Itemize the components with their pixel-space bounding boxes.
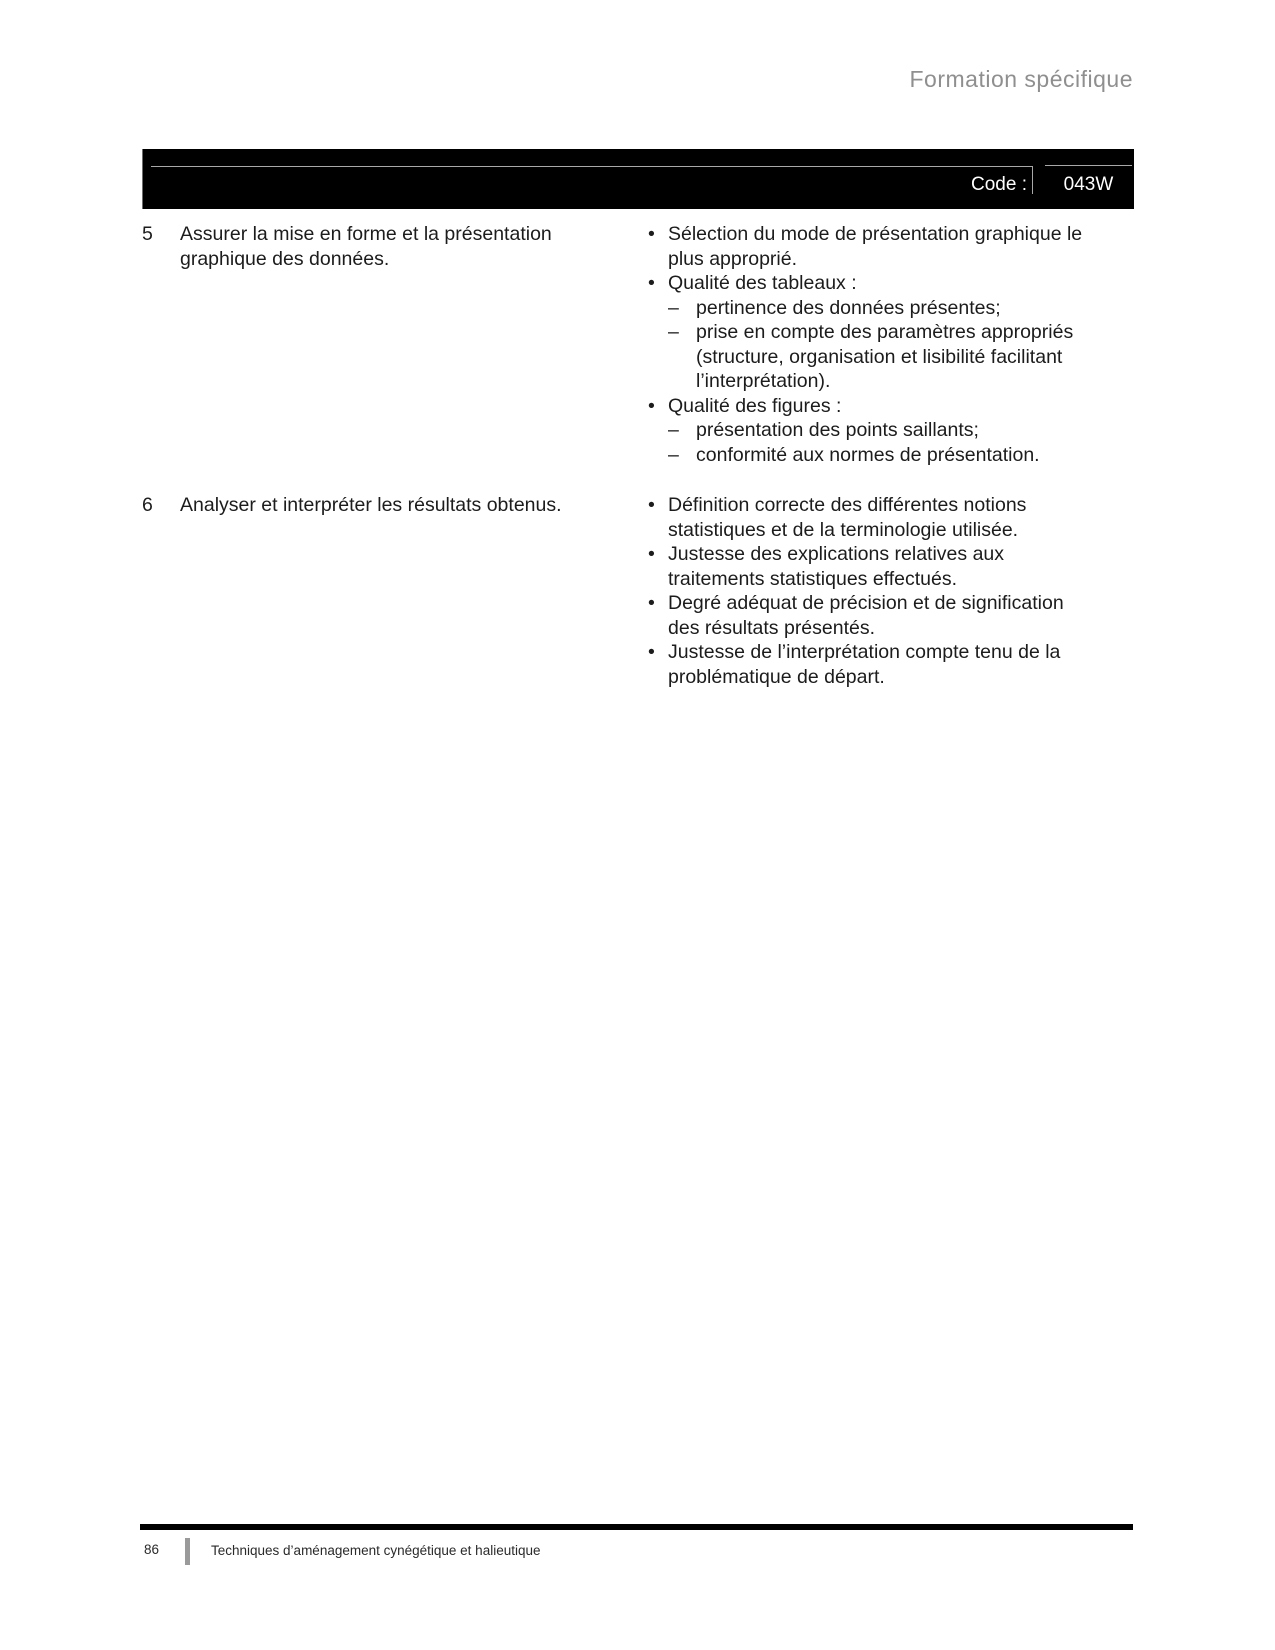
objective-number: 5 <box>142 223 153 245</box>
sub-criterion-text: conformité aux normes de présentation. <box>696 443 1040 466</box>
criterion-item <box>648 271 1100 296</box>
criterion-text: Sélection du mode de présentation graphique le plus approprié. <box>668 223 1083 270</box>
criteria-list <box>648 493 1100 689</box>
bullet-marker: • <box>648 223 655 245</box>
criteria-list <box>648 222 1100 467</box>
criterion-text: Justesse des explications relatives aux traitements statistiques effectués. <box>668 543 1005 590</box>
sub-criterion-text: prise en compte des paramètres appropriés (structure, organisation et lisibilité facilitant l’interprétation). <box>696 321 1074 392</box>
footer-rule <box>140 1524 1133 1530</box>
footer-page-number: 86 <box>144 1542 160 1557</box>
sub-criterion-item <box>668 443 1100 468</box>
code-banner <box>142 149 1134 209</box>
sub-criterion-text: présentation des points saillants; <box>696 419 979 441</box>
code-label: Code : <box>971 174 1027 195</box>
sub-criterion-item <box>668 418 1100 443</box>
footer-divider <box>185 1538 190 1565</box>
bullet-marker: • <box>648 272 655 294</box>
criterion-text: Qualité des figures : <box>668 394 842 417</box>
criterion-text: Justesse de l’interprétation compte tenu de la problématique de départ. <box>668 641 1061 688</box>
code-value: 043W <box>1063 174 1114 195</box>
sub-criterion-item <box>668 296 1100 321</box>
criterion-item <box>648 640 1100 689</box>
sub-criterion-text: pertinence des données présentes; <box>696 296 1001 319</box>
objective-left-column <box>142 222 572 271</box>
banner-code-cell-line <box>1045 165 1132 166</box>
page-header-label: Formation spécifique <box>909 66 1133 92</box>
footer-program-title: Techniques d’aménagement cynégétique et halieutique <box>211 1543 541 1558</box>
criterion-item <box>648 591 1100 640</box>
criterion-item <box>648 222 1100 271</box>
dash-marker: – <box>668 419 679 441</box>
bullet-marker: • <box>648 543 655 565</box>
bullet-marker: • <box>648 641 655 663</box>
criterion-item <box>648 493 1100 542</box>
bullet-marker: • <box>648 494 655 516</box>
criterion-item <box>648 394 1100 419</box>
objective-statement: Analyser et interpréter les résultats obtenus. <box>180 494 562 516</box>
criterion-text: Qualité des tableaux : <box>668 272 857 294</box>
objective-statement: Assurer la mise en forme et la présentation graphique des données. <box>180 223 552 270</box>
objective-left-column <box>142 493 572 518</box>
criterion-item <box>648 542 1100 591</box>
criterion-text: Définition correcte des différentes notions statistiques et de la terminologie utilisée. <box>668 494 1027 541</box>
bullet-marker: • <box>648 592 655 614</box>
criterion-text: Degré adéquat de précision et de signification des résultats présentés. <box>668 592 1064 639</box>
banner-divider-line <box>151 166 1032 167</box>
sub-criterion-item <box>668 320 1100 394</box>
dash-marker: – <box>668 321 679 343</box>
dash-marker: – <box>668 443 679 466</box>
banner-cell-divider <box>1032 166 1033 194</box>
dash-marker: – <box>668 296 679 319</box>
objective-number: 6 <box>142 494 153 516</box>
bullet-marker: • <box>648 394 655 417</box>
